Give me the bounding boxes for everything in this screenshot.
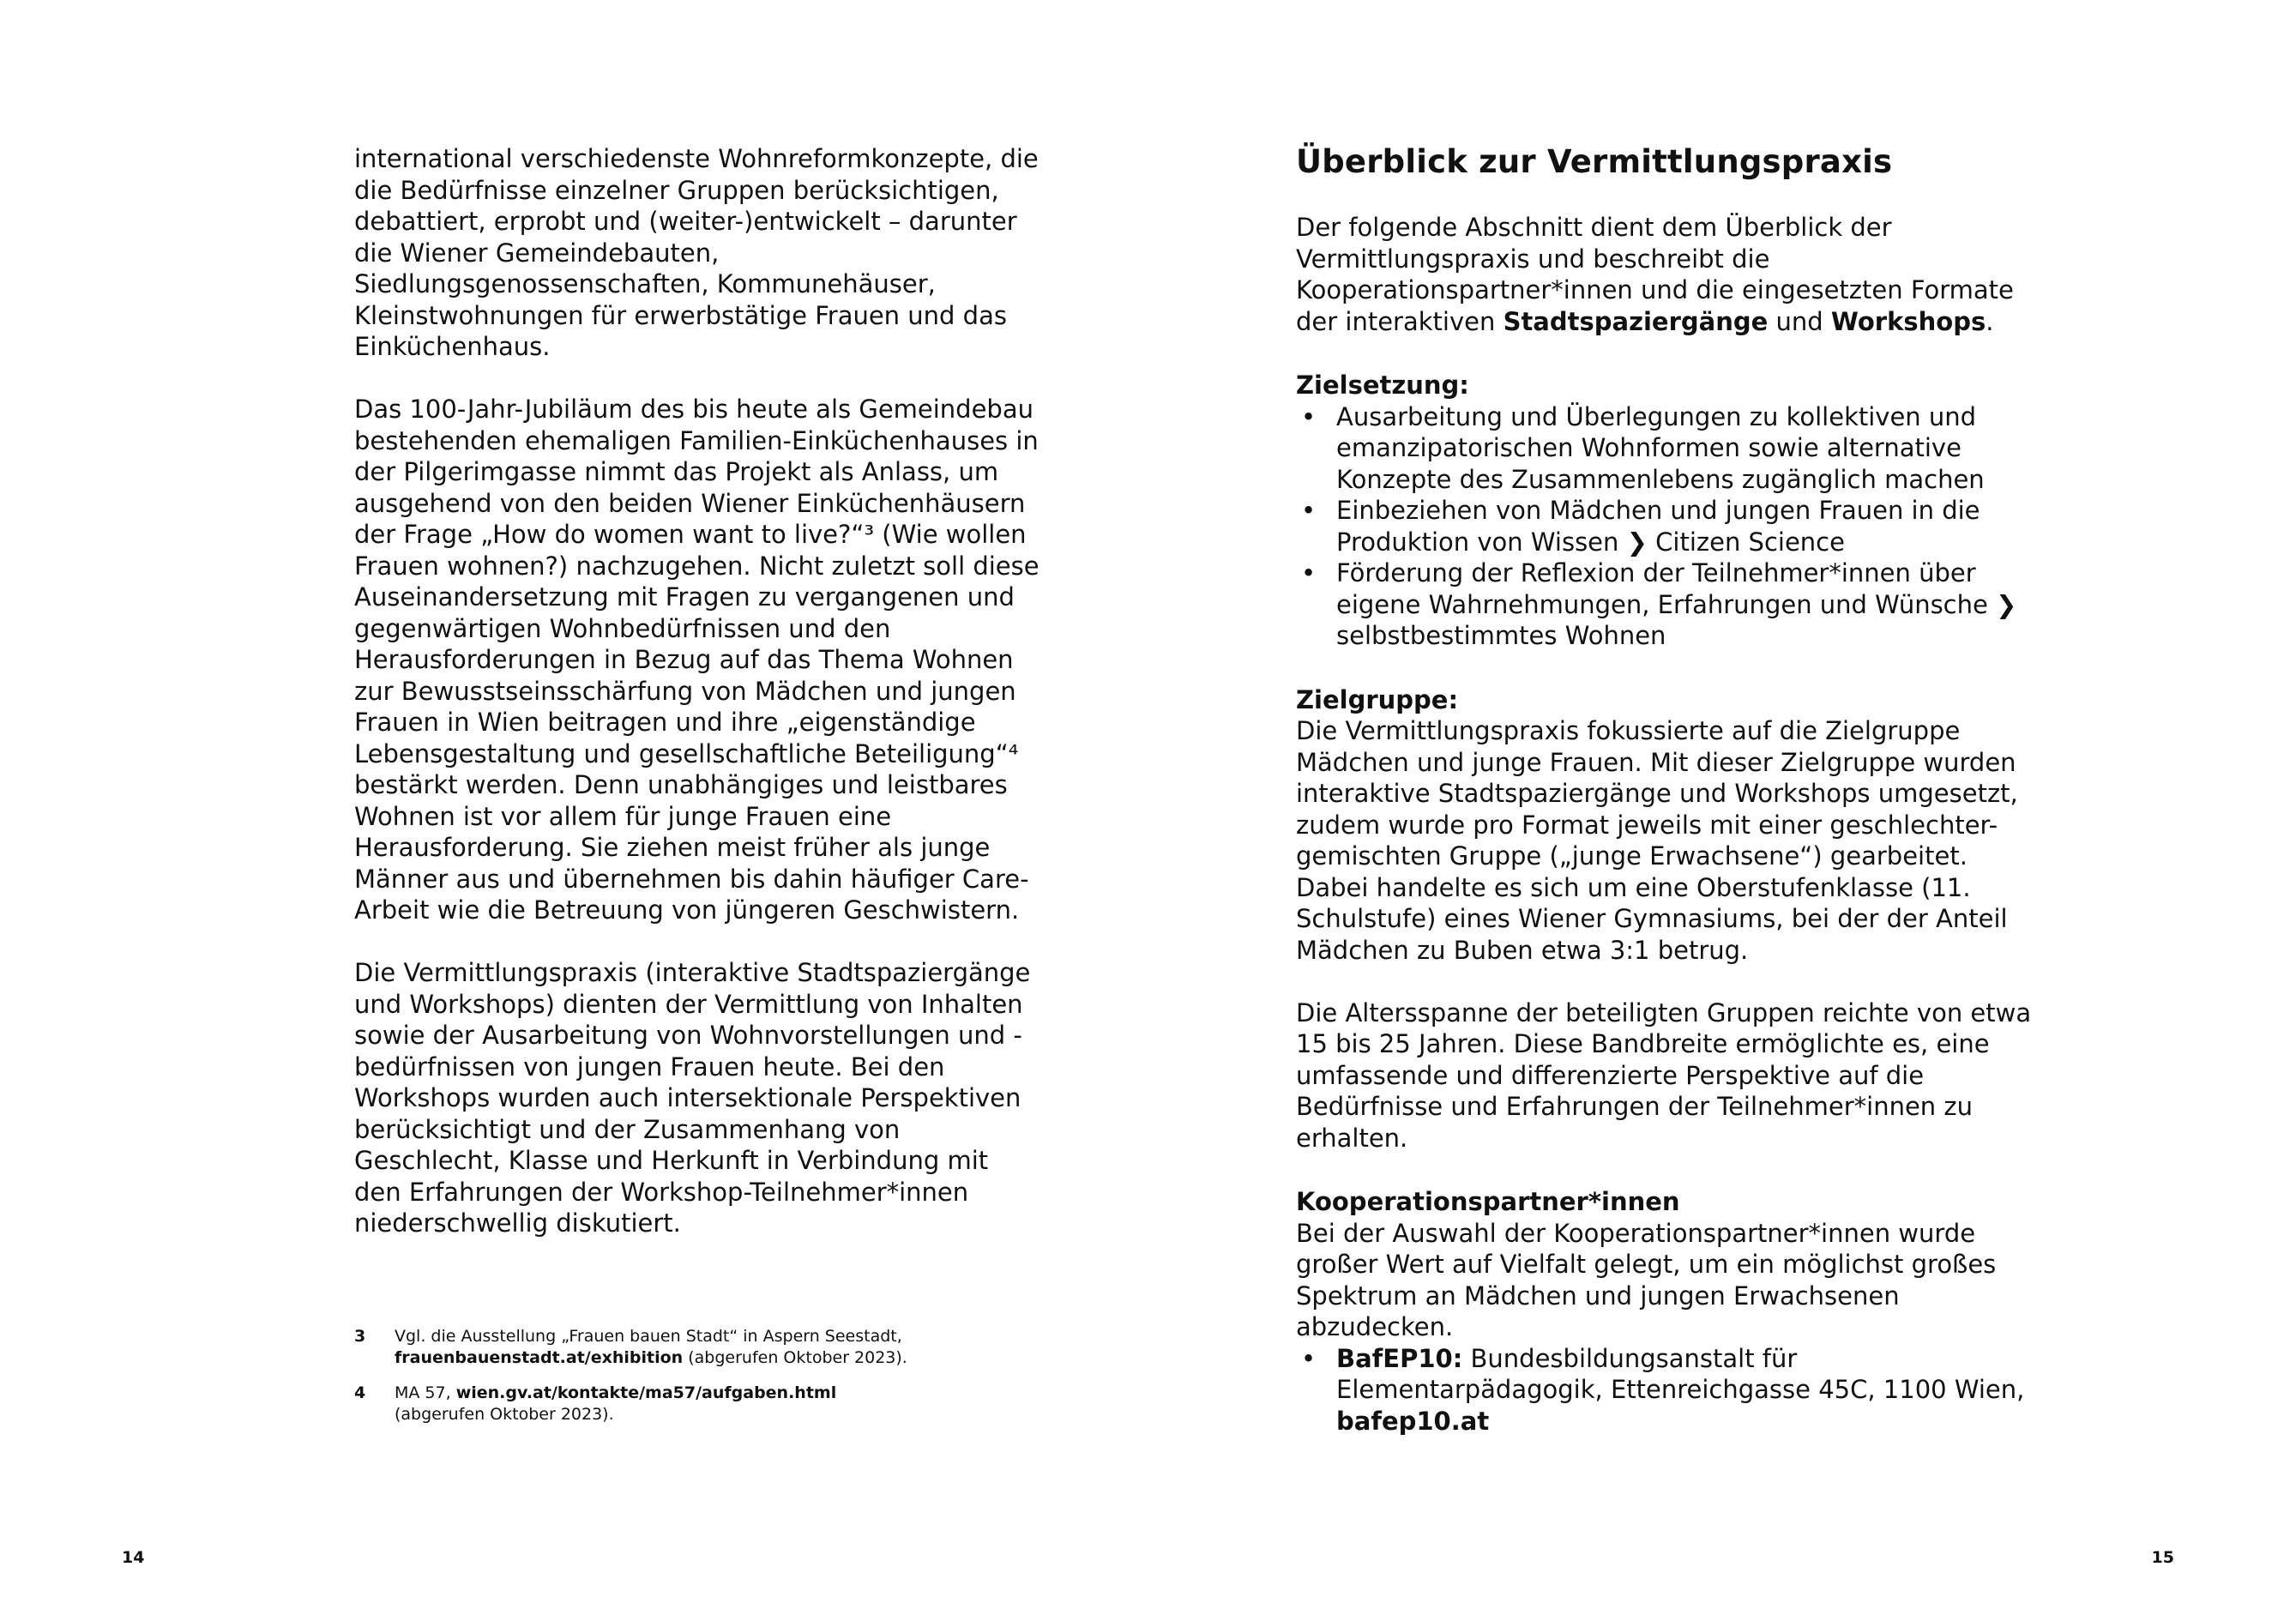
left-paragraph-1: international verschiedenste Wohnreformkonzepte, die die Bedürfnisse einzelner Gruppen berücksichtigen, debattiert, erprobt und (weiter-)entwickelt – darunter die Wiener Gemeindebauten, Siedlungsgenossenschaften, Kommunehäuser, Kleinstwohnungen für erwerbstätige Frauen und das Einküchenhaus.	[354, 144, 1039, 361]
list-item-text: Einbeziehen von Mädchen und jungen Frauen in die Produktion von Wissen	[1336, 496, 1980, 557]
footnotes	[354, 1326, 955, 1439]
list-item-text: Citizen Science	[1647, 527, 1845, 557]
partner-list	[1296, 1343, 2034, 1437]
bullet-dot-icon: •	[1301, 558, 1317, 588]
zielgruppe-section	[1296, 684, 2034, 1154]
intro-text: Der folgende Abschnitt dient dem Überblick der Vermittlungspraxis und beschreibt die Kooperationspartner*innen und die eingesetzten Formate der interaktiven	[1296, 213, 2014, 336]
footnote-4	[354, 1383, 955, 1425]
zielgruppe-paragraph-1: Die Vermittlungspraxis fokussierte auf die Zielgruppe Mädchen und junge Frauen. Mit dieser Zielgruppe wurden interaktive Stadtspaziergänge und Workshops umgesetzt, zudem wurde pro Format jeweils mit einer geschlechter-gemischten Gruppe („junge Erwachsene“) gearbeitet. Dabei handelte es sich um eine Oberstufenklasse (11. Schulstufe) eines Wiener Gymnasiums, bei der der Anteil Mädchen zu Buben etwa 3:1 betrug.	[1296, 716, 2018, 965]
bullet-dot-icon: •	[1301, 401, 1317, 431]
footnote-text: (abgerufen Oktober 2023).	[683, 1348, 907, 1367]
intro-text: und	[1768, 306, 1831, 336]
list-item	[1296, 495, 2034, 557]
page-number: 14	[122, 1548, 145, 1567]
list-item	[1296, 401, 2034, 496]
right-column	[1296, 143, 2034, 1437]
footnote-link[interactable]: wien.gv.at/kontakte/ma57/aufgaben.html	[455, 1383, 837, 1402]
zielsetzung-heading: Zielsetzung:	[1296, 371, 1469, 400]
zielgruppe-heading: Zielgruppe:	[1296, 684, 1459, 714]
kooperation-section	[1296, 1186, 2034, 1437]
page-number: 15	[2151, 1548, 2174, 1567]
partner-name: BafEP10:	[1336, 1343, 1463, 1373]
partner-text: Bundesbildungsanstalt für Elementarpädagogik, Ettenreichgasse 45C, 1100 Wien,	[1336, 1343, 2025, 1404]
right-page	[1148, 0, 2296, 1621]
chevron-right-icon: ❯	[1996, 589, 2017, 619]
footnote-number: 3	[354, 1327, 366, 1346]
partner-link[interactable]: bafep10.at	[1336, 1406, 1490, 1436]
zielgruppe-paragraph-2: Die Altersspanne der beteiligten Gruppen reichte von etwa 15 bis 25 Jahren. Diese Bandbreite ermöglichte es, eine umfassende und differenzierte Perspektive auf die Bedürfnisse und Erfahrungen der Teilnehmer*innen zu erhalten.	[1296, 997, 2032, 1153]
chevron-right-icon: ❯	[1626, 527, 1648, 557]
list-item-text: Förderung der Reflexion der Teilnehmer*innen über eigene Wahrnehmungen, Erfahrungen und Wünsche	[1336, 558, 1997, 619]
footnote-text: (abgerufen Oktober 2023).	[395, 1405, 614, 1424]
bullet-dot-icon: •	[1301, 1343, 1317, 1373]
footnote-link[interactable]: frauenbauenstadt.at/exhibition	[395, 1348, 684, 1367]
intro-bold-stadtspaziergaenge: Stadtspaziergänge	[1503, 306, 1769, 336]
list-item-text: selbstbestimmtes Wohnen	[1336, 621, 1666, 650]
kooperation-paragraph: Bei der Auswahl der Kooperationspartner*innen wurde großer Wert auf Vielfalt gelegt, um ein möglichst großes Spektrum an Mädchen und jungen Erwachsenen abzudecken.	[1296, 1218, 1997, 1341]
left-column	[354, 143, 1040, 1239]
kooperation-heading: Kooperationspartner*innen	[1296, 1187, 1680, 1216]
list-item	[1296, 557, 2034, 652]
intro-text: .	[1986, 306, 1994, 336]
footnote-number: 4	[354, 1383, 366, 1402]
left-paragraph-3: Die Vermittlungspraxis (interaktive Stadtspaziergänge und Workshops) dienten der Vermittlung von Inhalten sowie der Ausarbeitung von Wohnvorstellungen und -bedürfnissen von jungen Frauen heute. Bei den Workshops wurden auch intersektionale Perspektiven berücksichtigt und der Zusammenhang von Geschlecht, Klasse und Herkunft in Verbindung mit den Erfahrungen der Workshop-Teilnehmer*innen niederschwellig diskutiert.	[354, 958, 1031, 1238]
list-item-text: Ausarbeitung und Überlegungen zu kollektiven und emanzipatorischen Wohnformen sowie alternative Konzepte des Zusammenlebens zugänglich machen	[1336, 401, 1985, 494]
section-heading: Überblick zur Vermittlungspraxis	[1296, 143, 1893, 180]
footnote-text: MA 57,	[395, 1383, 456, 1402]
footnote-text: Vgl. die Ausstellung „Frauen bauen Stadt“ in Aspern Seestadt,	[395, 1327, 902, 1346]
intro-paragraph	[1296, 212, 2034, 337]
footnote-3	[354, 1326, 955, 1369]
bullet-dot-icon: •	[1301, 496, 1317, 525]
left-paragraph-2: Das 100-Jahr-Jubiläum des bis heute als Gemeindebau bestehenden ehemaligen Familien-Einküchenhauses in der Pilgerimgasse nimmt das Projekt als Anlass, um ausgehend von den beiden Wiener Einküchenhäusern der Frage „How do women want to live?“³ (Wie wollen Frauen wohnen?) nachzugehen. Nicht zuletzt soll diese Auseinandersetzung mit Fragen zu vergangenen und gegenwärtigen Wohnbedürfnissen und den Herausforderungen in Bezug auf das Thema Wohnen zur Bewusstseinsschärfung von Mädchen und jungen Frauen in Wien beitragen und ihre „eigenständige Lebensgestaltung und gesellschaftliche Beteiligung“⁴ bestärkt werden. Denn unabhängiges und leistbares Wohnen ist vor allem für junge Frauen eine Herausforderung. Sie ziehen meist früher als junge Männer aus und übernehmen bis dahin häufiger Care-Arbeit wie die Betreuung von jüngeren Geschwistern.	[354, 395, 1040, 925]
intro-bold-workshops: Workshops	[1830, 306, 1986, 336]
zielsetzung-section	[1296, 370, 2034, 652]
zielsetzung-list	[1296, 401, 2034, 652]
list-item	[1296, 1343, 2034, 1437]
